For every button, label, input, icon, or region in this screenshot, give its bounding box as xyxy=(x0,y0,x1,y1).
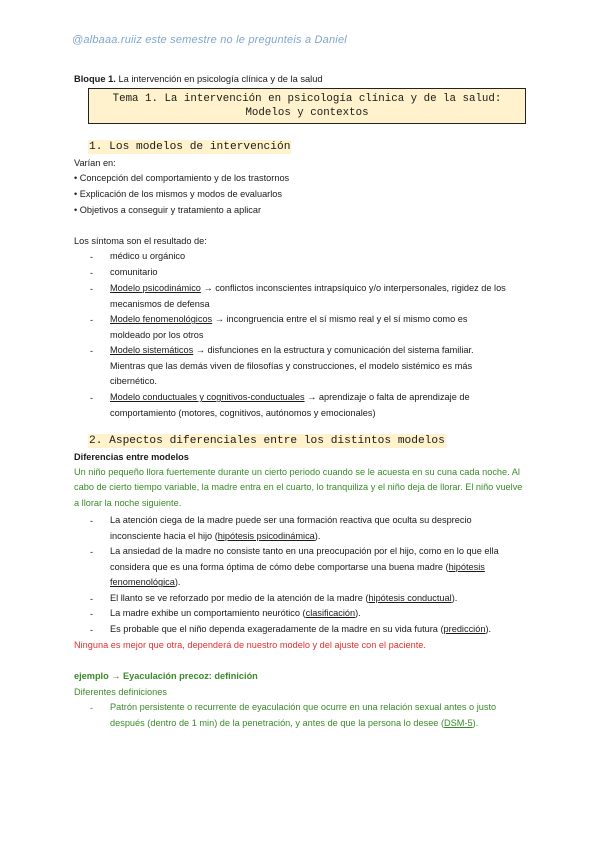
list-item-text: → disfunciones en la estructura y comunicación del sistema familiar. Mientras que las demás viven de filosofías y construcciones, el modelo sistémico es más cibernético. xyxy=(110,345,474,387)
list-item-text: → aprendizaje o falta de aprendizaje de comportamiento (motores, cognitivos, autónomos y emocionales) xyxy=(110,392,470,418)
block-title xyxy=(74,74,323,84)
dash-marker: - xyxy=(90,315,94,325)
example-subheading: Diferentes definiciones xyxy=(74,687,167,697)
list-item xyxy=(110,312,510,343)
list-item-text: → incongruencia entre el sí mismo real y el sí mismo como es moldeado por los otros xyxy=(110,314,468,340)
model-name: Modelo conductuales y cognitivos-conductuales xyxy=(110,392,305,402)
dash-marker: - xyxy=(90,252,94,262)
dash-marker: - xyxy=(90,346,94,356)
bullet-item: • Concepción del comportamiento y de los trastornos xyxy=(74,173,290,183)
definition-source: DSM-5 xyxy=(444,717,473,728)
bullet-item: • Objetivos a conseguir y tratamiento a aplicar xyxy=(74,205,262,215)
case-description: Un niño pequeño llora fuertemente durante un cierto periodo cuando se le acuesta en su cuna cada noche. Al cabo de cierto tiempo variable, la madre entra en el cuarto, lo tranquiliza y el niño deja de llorar. El niño vuelve a llorar la noche siguiente. xyxy=(74,467,523,508)
tema-box xyxy=(88,88,526,124)
dash-marker: - xyxy=(90,625,94,635)
list-item xyxy=(110,249,510,265)
definition-close: ). xyxy=(472,717,479,728)
block-title-text: La intervención en psicología clínica y de la salud xyxy=(118,74,323,84)
list-item-text: → conflictos inconscientes intrapsíquico y/o interpersonales, rigidez de los mecanismos de defensa xyxy=(110,283,506,309)
list-item xyxy=(110,606,510,622)
list-item xyxy=(110,265,510,281)
list-item-text: médico u orgánico xyxy=(110,251,186,261)
section-1-intro: Varían en: xyxy=(74,158,116,168)
hypothesis-close: ). xyxy=(451,593,458,603)
list-item xyxy=(110,513,510,544)
page-header-handle: @albaaa.ruiiz este semestre no le pregunteis a Daniel xyxy=(72,34,347,46)
bullet-item: • Explicación de los mismos y modos de evaluarlos xyxy=(74,189,282,199)
dash-marker: - xyxy=(90,609,94,619)
hypothesis-label: hipótesis conductual xyxy=(368,593,452,603)
list-item-text: comunitario xyxy=(110,267,158,277)
model-name: Modelo psicodinámico xyxy=(110,283,201,293)
hypothesis-text: La atención ciega de la madre puede ser una formación reactiva que oculta su desprecio inconsciente hacia el hijo ( xyxy=(110,515,472,541)
dash-marker: - xyxy=(90,268,94,278)
dash-marker: - xyxy=(90,703,94,713)
example-title: ejemplo → Eyaculación precoz: definición xyxy=(74,671,258,681)
hypothesis-close: ). xyxy=(485,624,492,634)
list-item xyxy=(110,281,510,312)
block-prefix: Bloque 1. xyxy=(74,74,116,84)
hypothesis-label: hipótesis fenomenológica xyxy=(110,561,485,588)
hypothesis-label: clasificación xyxy=(305,608,356,618)
definition-text: Patrón persistente o recurrente de eyaculación que ocurre en una relación sexual antes o justo después (dentro de 1 min) de la penetración, y antes de que la persona lo desee ( xyxy=(110,702,497,728)
conclusion-text: Ninguna es mejor que otra, dependerá de nuestro modelo y del ajuste con el paciente. xyxy=(74,640,426,650)
hypothesis-text: Es probable que el niño dependa exageradamente de la madre en su vida futura ( xyxy=(110,624,444,634)
list-item xyxy=(110,622,530,638)
dash-marker: - xyxy=(90,393,94,403)
dash-marker: - xyxy=(90,547,94,557)
dash-marker: - xyxy=(90,284,94,294)
tema-line-1: Tema 1. La intervención en psicología clínica y de la salud: xyxy=(112,93,502,105)
list-item xyxy=(110,591,510,607)
tema-line-2: Modelos y contextos xyxy=(245,107,369,119)
hypothesis-close: ). xyxy=(355,608,361,618)
dash-marker: - xyxy=(90,594,94,604)
section-2-subheading: Diferencias entre modelos xyxy=(74,452,189,462)
model-name: Modelo fenomenológicos xyxy=(110,314,213,324)
definition-item xyxy=(110,700,510,731)
hypothesis-close: ). xyxy=(314,530,321,541)
hypothesis-text: El llanto se ve reforzado por medio de la atención de la madre ( xyxy=(110,593,369,603)
hypothesis-close: ). xyxy=(174,577,181,588)
hypothesis-label: predicción xyxy=(443,624,486,634)
section-2-heading: 2. Aspectos diferenciales entre los distintos modelos xyxy=(89,435,445,447)
list-item xyxy=(110,390,510,421)
model-name: Modelo sistemáticos xyxy=(110,345,194,355)
hypothesis-label: hipótesis psicodinámica xyxy=(217,530,315,541)
sintoma-intro: Los síntoma son el resultado de: xyxy=(74,236,207,246)
section-1-heading: 1. Los modelos de intervención xyxy=(89,141,291,153)
list-item xyxy=(110,544,510,591)
hypothesis-text: La madre exhibe un comportamiento neurótico ( xyxy=(110,608,306,618)
hypothesis-text: La ansiedad de la madre no consiste tanto en una preocupación por el hijo, como en lo que ella considera que es una forma óptima de cómo debe comportarse una buena madre ( xyxy=(110,546,499,572)
dash-marker: - xyxy=(90,516,94,526)
list-item xyxy=(110,343,510,390)
